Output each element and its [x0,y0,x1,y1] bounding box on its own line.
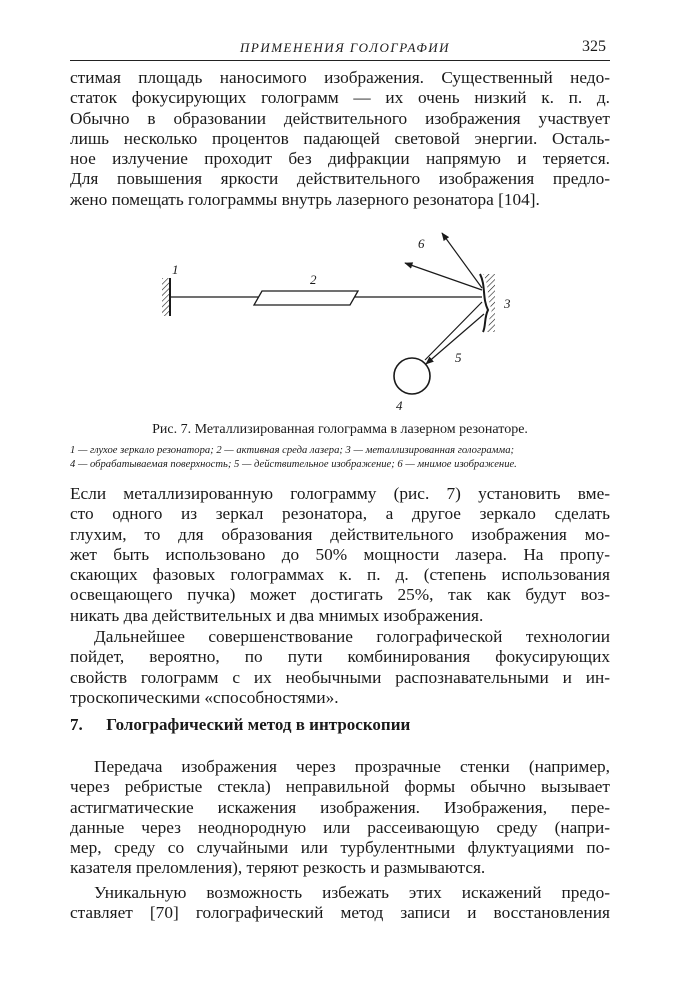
paragraph-2 [70,484,610,626]
text-line: статок фокусирующих голограмм — их очень низкий к. п. д. [70,88,610,108]
text-line: Если металлизированную голограмму (рис. 7) установить вме- [70,484,610,503]
work-surface [394,358,430,394]
figure-caption: Рис. 7. Металлизированная голограмма в лазерном резонаторе. [152,422,528,437]
label-6: 6 [418,236,425,251]
paragraph-4 [70,757,610,879]
label-1: 1 [172,262,179,277]
text-line: никать два действительных и два мнимых изображения. [70,605,484,625]
text-line: Уникальную возможность избежать этих искажений предо- [94,883,610,902]
label-4: 4 [396,398,403,413]
text-line: лишь несколько процентов падающей световой энергии. Осталь- [70,128,610,148]
text-line: троскопическими «способностями». [70,687,339,707]
legend-line: 4 — обрабатываемая поверхность; 5 — действительное изображение; 6 — мнимое изображение. [70,459,517,470]
label-2: 2 [310,272,317,287]
text-line: астигматические искажения изображения. Изображения, пере- [70,797,610,817]
text-line: мер, среду со случайными или турбулентными флуктуациями по- [70,838,610,858]
page-number: 325 [582,38,606,55]
text-line: Для повышения яркости действительного изображения предло- [70,169,610,189]
paragraph-5 [70,883,610,924]
running-title: ПРИМЕНЕНИЯ ГОЛОГРАФИИ [240,40,451,55]
text-line: освещающего пучка) может достигать 25%, так как будут воз- [70,585,610,605]
metallized-hologram [480,274,495,332]
text-line: пойдет, вероятно, по пути комбинирования фокусирующих [70,647,610,667]
text-line: глухим, то для образования действительного изображения мо- [70,524,610,544]
text-line: свойств голограмм с их необычными распознавательными и ин- [70,667,610,687]
text-line: жено помещать голограммы внутрь лазерного резонатора [104]. [70,189,540,209]
figure-laser-resonator [150,228,530,418]
text-line: жет быть использовано до 50% мощности лазера. На пропу- [70,544,610,564]
active-medium [254,291,358,305]
resonator-diagram [150,228,530,418]
text-line: ставляет [70] голографический метод записи и восстановления [70,903,610,923]
real-image-ray [425,302,482,360]
section-heading [70,715,410,735]
figure-legend [70,444,610,472]
virtual-image-arrow-b [442,233,482,288]
blind-mirror [162,278,170,316]
label-5: 5 [455,350,462,365]
text-line: стимая площадь наносимого изображения. Существенный недо- [70,68,610,87]
legend-line: 1 — глухое зеркало резонатора; 2 — активная среда лазера; 3 — металлизированная голограмма; [70,445,515,456]
text-line: Передача изображения через прозрачные стенки (например, [94,757,610,776]
text-line: через ребристые стекла) неправильной формы обычно вызывает [70,777,610,797]
text-line: Дальнейшее совершенствование голографической технологии [94,627,610,646]
paragraph-1 [70,68,610,210]
paragraph-3 [70,627,610,708]
text-line: казателя преломления), теряют резкость и размываются. [70,858,486,878]
text-line: Обычно в образовании действительного изображения участвует [70,108,610,128]
section-title: Голографический метод в интроскопии [106,715,411,734]
label-3: 3 [504,296,511,311]
text-line: сто одного из зеркал резонатора, а другое зеркало сделать [70,504,610,524]
text-line: ное излучение проходит без дифракции напрямую и теряется. [70,149,610,169]
running-head [70,38,610,61]
text-line: данные через неоднородную или рассеивающую среду (напри- [70,817,610,837]
text-line: скающих фазовых голограммах к. п. д. (степень использования [70,565,610,585]
virtual-image-arrow-a [405,263,482,290]
section-number: 7. [70,715,83,734]
